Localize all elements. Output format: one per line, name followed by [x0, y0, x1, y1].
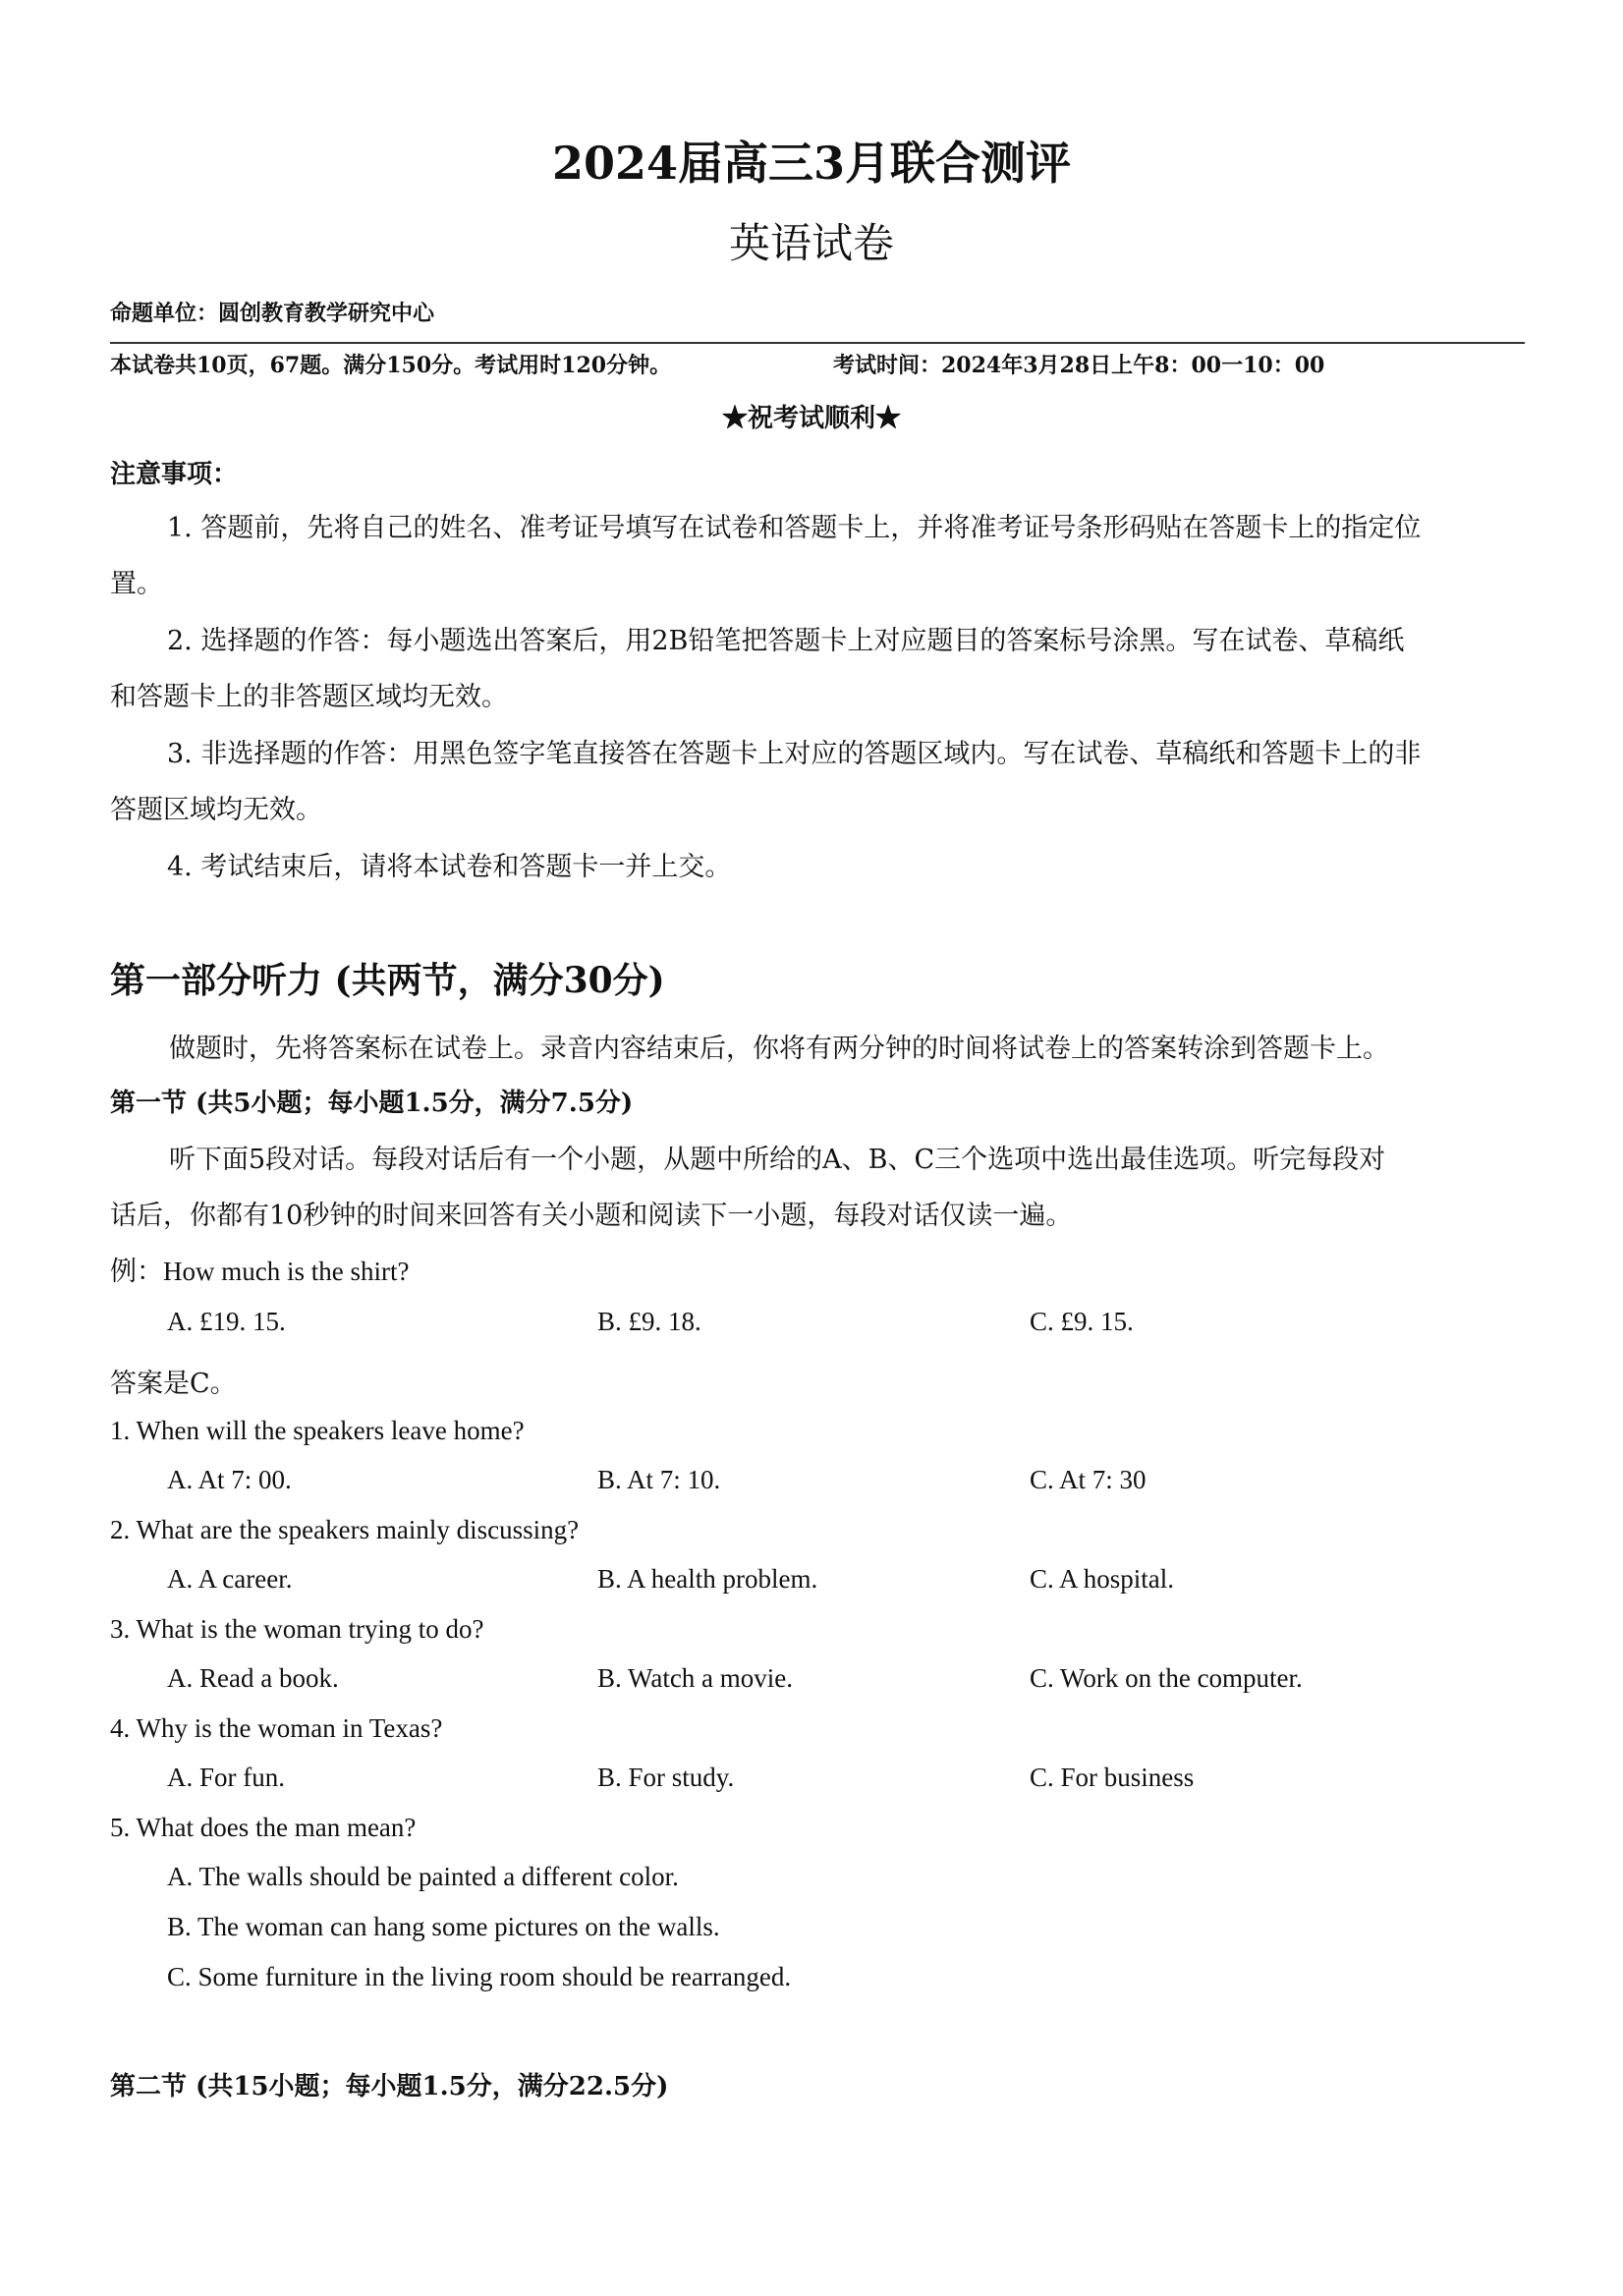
notice-item-2: 2. 选择题的作答：每小题选出答案后，用2B铅笔把答题卡上对应题目的答案标号涂黑。写在试卷、草稿纸 — [167, 626, 1405, 656]
question-2: 2. What are the speakers mainly discussing? — [110, 1515, 580, 1544]
good-luck-line: ★祝考试顺利★ — [721, 404, 901, 433]
question-2-option-a: A. A career. — [167, 1564, 293, 1594]
example-answer: 答案是C。 — [110, 1369, 237, 1399]
section1-instructions: 听下面5段对话。每段对话后有一个小题，从题中所给的A、B、C三个选项中选出最佳选项。听完每段对 — [169, 1145, 1386, 1175]
notice-item-4: 4. 考试结束后，请将本试卷和答题卡一并上交。 — [167, 852, 732, 882]
question-1-option-c: C. At 7: 30 — [1030, 1465, 1147, 1494]
notice-item-1: 1. 答题前，先将自己的姓名、准考证号填写在试卷和答题卡上，并将准考证号条形码贴在答题卡上的指定位 — [167, 513, 1422, 543]
part1-title: 第一部分听力 (共两节，满分30分) — [110, 960, 665, 1001]
question-5-option-b: B. The woman can hang some pictures on the walls. — [167, 1912, 720, 1941]
example-option-c: C. £9. 15. — [1030, 1307, 1134, 1336]
exam-subtitle: 英语试卷 — [728, 219, 894, 267]
notice-item-3-cont: 答题区域均无效。 — [110, 795, 322, 825]
section1-title: 第一节 (共5小题；每小题1.5分，满分7.5分) — [110, 1089, 634, 1118]
question-3: 3. What is the woman trying to do? — [110, 1614, 484, 1644]
question-5-option-c: C. Some furniture in the living room should be rearranged. — [167, 1962, 792, 1991]
question-5: 5. What does the man mean? — [110, 1813, 417, 1842]
notice-heading: 注意事项： — [110, 460, 239, 489]
notice-item-3: 3. 非选择题的作答：用黑色签字笔直接答在答题卡上对应的答题区域内。写在试卷、草稿纸和答题卡上的非 — [167, 739, 1422, 769]
question-5-option-a: A. The walls should be painted a different color. — [167, 1862, 679, 1891]
section1-instructions-cont: 话后，你都有10秒钟的时间来回答有关小题和阅读下一小题，每段对话仅读一遍。 — [110, 1201, 1073, 1231]
exam-title: 2024届高三3月联合测评 — [551, 137, 1072, 190]
question-4-option-a: A. For fun. — [167, 1763, 285, 1792]
question-1: 1. When will the speakers leave home? — [110, 1416, 525, 1445]
question-1-option-b: B. At 7: 10. — [597, 1465, 721, 1494]
part1-intro: 做题时，先将答案标在试卷上。录音内容结束后，你将有两分钟的时间将试卷上的答案转涂到答题卡上。 — [169, 1034, 1389, 1064]
header-divider — [110, 342, 1525, 344]
question-4-option-c: C. For business — [1030, 1763, 1195, 1792]
question-2-option-b: B. A health problem. — [597, 1564, 818, 1594]
question-4-option-b: B. For study. — [597, 1763, 735, 1792]
exam-time: 考试时间：2024年3月28日上午8：00一10：00 — [833, 353, 1325, 378]
example-option-a: A. £19. 15. — [167, 1307, 286, 1336]
example-option-b: B. £9. 18. — [597, 1307, 701, 1336]
notice-item-2-cont: 和答题卡上的非答题区域均无效。 — [110, 682, 508, 712]
question-1-option-a: A. At 7: 00. — [167, 1465, 292, 1494]
paper-info: 本试卷共10页，67题。满分150分。考试用时120分钟。 — [110, 353, 672, 378]
question-4: 4. Why is the woman in Texas? — [110, 1713, 443, 1743]
notice-item-1-cont: 置。 — [110, 569, 163, 599]
example-question: 例：How much is the shirt? — [110, 1257, 410, 1286]
authoring-unit: 命题单位：圆创教育教学研究中心 — [110, 301, 435, 326]
question-3-option-a: A. Read a book. — [167, 1663, 339, 1693]
question-3-option-c: C. Work on the computer. — [1030, 1663, 1303, 1693]
question-2-option-c: C. A hospital. — [1030, 1564, 1175, 1594]
question-3-option-b: B. Watch a movie. — [597, 1663, 794, 1693]
section2-title: 第二节 (共15小题；每小题1.5分，满分22.5分) — [110, 2072, 669, 2101]
